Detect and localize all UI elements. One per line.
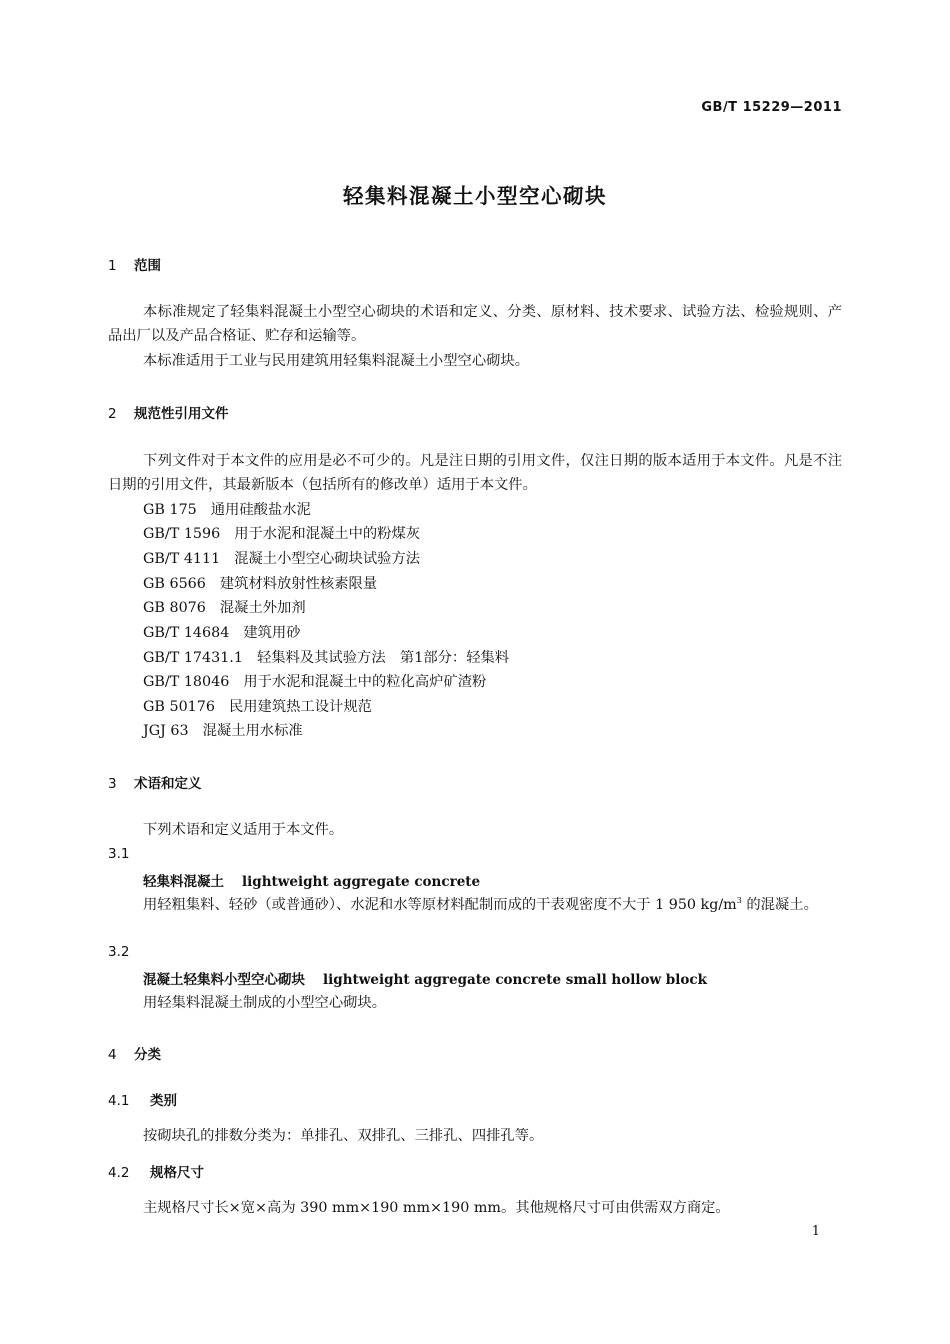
document-title: 轻集料混凝土小型空心砌块 — [343, 184, 607, 208]
term-en: lightweight aggregate concrete small hollow block — [323, 972, 707, 988]
term-number: 3.2 — [108, 944, 130, 960]
section-number: 4 — [108, 1047, 117, 1063]
reference-code: JGJ 63 — [143, 723, 189, 739]
subsection-4-1-text: 按砌块孔的排数分类为：单排孔、双排孔、三排孔、四排孔等。 — [143, 1128, 544, 1144]
reference-item — [143, 670, 486, 694]
section-3-paragraph-1: 下列术语和定义适用于本文件。 — [143, 822, 344, 838]
section-number: 2 — [108, 406, 117, 422]
subsection-4-2-heading — [108, 1161, 204, 1181]
reference-title: 轻集料及其试验方法 第1部分：轻集料 — [256, 650, 510, 666]
subsection-number: 4.1 — [108, 1093, 130, 1109]
subsection-number: 4.2 — [108, 1165, 130, 1181]
reference-code: GB/T 14684 — [143, 625, 230, 641]
reference-item — [143, 547, 420, 571]
term-en: lightweight aggregate concrete — [242, 874, 481, 890]
definition-text: 用轻粗集料、轻砂（或普通砂）、水泥和水等原材料配制而成的干表观密度不大于 1 950 kg/m — [143, 897, 737, 913]
section-title: 范围 — [134, 258, 161, 274]
reference-item — [143, 498, 311, 522]
section-1-paragraph-1: 本标准规定了轻集料混凝土小型空心砌块的术语和定义、分类、原材料、技术要求、试验方法、检验规则、产品出厂以及产品合格证、贮存和运输等。 — [108, 304, 842, 344]
reference-code: GB 50176 — [143, 699, 215, 715]
reference-title: 混凝土小型空心砌块试验方法 — [234, 551, 421, 567]
reference-item — [143, 572, 377, 596]
section-title: 术语和定义 — [134, 776, 202, 792]
section-1-heading — [108, 254, 161, 274]
section-3-heading — [108, 772, 202, 792]
term-definition — [108, 893, 842, 917]
reference-item — [143, 646, 509, 670]
reference-title: 用于水泥和混凝土中的粒化高炉矿渣粉 — [243, 674, 487, 690]
reference-code: GB/T 18046 — [143, 674, 230, 690]
section-1-paragraph-2: 本标准适用于工业与民用建筑用轻集料混凝土小型空心砌块。 — [143, 353, 530, 369]
section-4-heading — [108, 1043, 161, 1063]
term-zh: 轻集料混凝土 — [143, 874, 224, 890]
page-number: 1 — [811, 1224, 820, 1239]
term-definition: 用轻集料混凝土制成的小型空心砌块。 — [143, 995, 387, 1011]
section-title: 分类 — [134, 1047, 161, 1063]
reference-code: GB 8076 — [143, 600, 206, 616]
reference-title: 混凝土外加剂 — [219, 600, 306, 616]
reference-code: GB 6566 — [143, 576, 206, 592]
reference-item — [143, 695, 372, 719]
reference-code: GB/T 17431.1 — [143, 650, 243, 666]
subsection-4-1-heading — [108, 1089, 177, 1109]
term-heading — [143, 870, 480, 890]
subsection-title: 规格尺寸 — [150, 1165, 204, 1181]
reference-title: 民用建筑热工设计规范 — [228, 699, 372, 715]
subsection-title: 类别 — [150, 1093, 177, 1109]
reference-title: 建筑材料放射性核素限量 — [219, 576, 378, 592]
reference-item — [143, 621, 301, 645]
reference-code: GB/T 4111 — [143, 551, 221, 567]
reference-item — [143, 596, 306, 620]
section-2-paragraph-1: 下列文件对于本文件的应用是必不可少的。凡是注日期的引用文件，仅注日期的版本适用于本文件。凡是不注日期的引用文件，其最新版本（包括所有的修改单）适用于本文件。 — [108, 453, 842, 493]
standard-code: GB/T 15229—2011 — [701, 100, 842, 115]
subsection-4-2-text: 主规格尺寸长×宽×高为 390 mm×190 mm×190 mm。其他规格尺寸可由供需双方商定。 — [143, 1200, 730, 1216]
reference-title: 用于水泥和混凝土中的粉煤灰 — [234, 526, 421, 542]
reference-item — [143, 719, 303, 743]
section-2-heading — [108, 402, 229, 422]
reference-title: 建筑用砂 — [243, 625, 301, 641]
reference-item — [143, 522, 420, 546]
section-number: 3 — [108, 776, 117, 792]
reference-title: 通用硅酸盐水泥 — [210, 502, 311, 518]
reference-code: GB 175 — [143, 502, 197, 518]
reference-code: GB/T 1596 — [143, 526, 221, 542]
section-number: 1 — [108, 258, 117, 274]
term-zh: 混凝土轻集料小型空心砌块 — [143, 972, 305, 988]
definition-text-end: 的混凝土。 — [741, 897, 818, 913]
term-number: 3.1 — [108, 846, 130, 862]
superscript: 3 — [736, 896, 742, 905]
reference-title: 混凝土用水标准 — [202, 723, 303, 739]
term-heading — [143, 968, 707, 988]
section-title: 规范性引用文件 — [134, 406, 229, 422]
